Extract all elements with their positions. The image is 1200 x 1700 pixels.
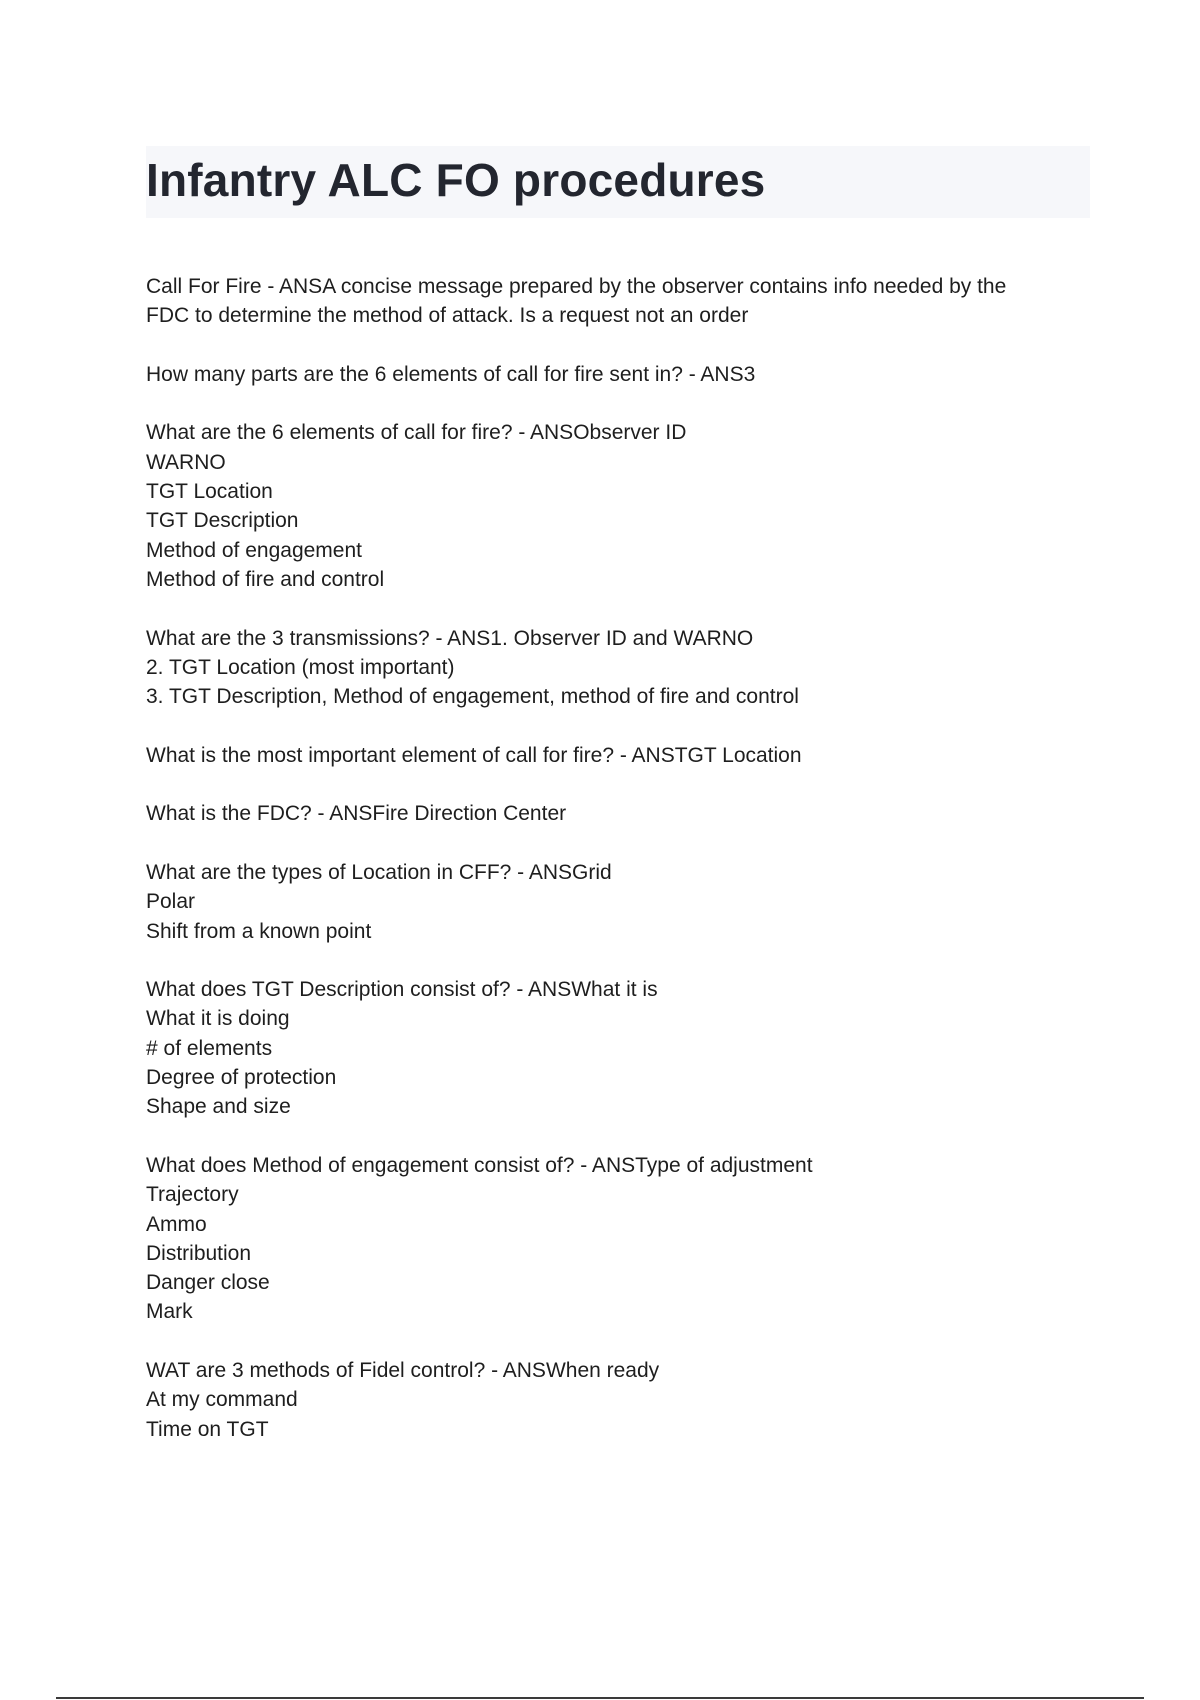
qa-block xyxy=(146,799,1096,828)
qa-answer-line: 3. TGT Description, Method of engagement, method of fire and control xyxy=(146,685,799,709)
qa-answer-line: Method of engagement xyxy=(146,538,362,562)
qa-block xyxy=(146,360,1096,389)
qa-block xyxy=(146,1356,1096,1444)
qa-answer-line: What it is doing xyxy=(146,1007,290,1031)
qa-answer-line: # of elements xyxy=(146,1036,273,1060)
title-banner xyxy=(146,146,1090,218)
qa-question-line: What are the 3 transmissions? - ANS1. Observer ID and WARNO xyxy=(146,626,754,650)
qa-block xyxy=(146,1151,1096,1327)
qa-question-line: WAT are 3 methods of Fidel control? - ANSWhen ready xyxy=(146,1358,660,1382)
qa-answer-line: Danger close xyxy=(146,1271,270,1295)
qa-question-line: What is the most important element of call for fire? - ANSTGT Location xyxy=(146,743,802,767)
qa-answer-line: At my command xyxy=(146,1388,298,1412)
qa-answer-line: Distribution xyxy=(146,1241,252,1265)
qa-block xyxy=(146,741,1096,770)
qa-list xyxy=(146,272,1096,1473)
qa-answer-line: Mark xyxy=(146,1300,193,1324)
qa-question-line: What does Method of engagement consist of? - ANSType of adjustment xyxy=(146,1153,813,1177)
qa-answer-line: Shape and size xyxy=(146,1095,291,1119)
qa-block xyxy=(146,975,1096,1121)
qa-answer-line: Ammo xyxy=(146,1212,207,1236)
qa-answer-line: Degree of protection xyxy=(146,1066,337,1090)
qa-answer-line: WARNO xyxy=(146,450,226,474)
qa-block xyxy=(146,624,1096,712)
qa-answer-line: Method of fire and control xyxy=(146,567,385,591)
qa-answer-line: Time on TGT xyxy=(146,1417,269,1441)
qa-question-line: What are the 6 elements of call for fire? - ANSObserver ID xyxy=(146,421,687,445)
qa-block xyxy=(146,418,1096,594)
qa-question-line: What does TGT Description consist of? - ANSWhat it is xyxy=(146,978,658,1002)
qa-answer-line: TGT Description xyxy=(146,509,299,533)
qa-block xyxy=(146,272,1096,331)
page-footer-divider xyxy=(56,1697,1144,1699)
qa-question-line: Call For Fire - ANSA concise message prepared by the observer contains info needed by the xyxy=(146,275,1007,298)
qa-question-line: What is the FDC? - ANSFire Direction Center xyxy=(146,802,567,826)
qa-question-line: What are the types of Location in CFF? - ANSGrid xyxy=(146,860,612,884)
qa-answer-line: 2. TGT Location (most important) xyxy=(146,655,455,679)
qa-answer-line: Shift from a known point xyxy=(146,919,372,943)
qa-answer-line: FDC to determine the method of attack. Is a request not an order xyxy=(146,304,749,328)
qa-question-line: How many parts are the 6 elements of call for fire sent in? - ANS3 xyxy=(146,362,756,386)
qa-block xyxy=(146,858,1096,946)
qa-answer-line: Trajectory xyxy=(146,1183,239,1207)
qa-answer-line: TGT Location xyxy=(146,480,273,504)
qa-answer-line: Polar xyxy=(146,890,196,914)
page-title: Infantry ALC FO procedures xyxy=(146,154,766,206)
